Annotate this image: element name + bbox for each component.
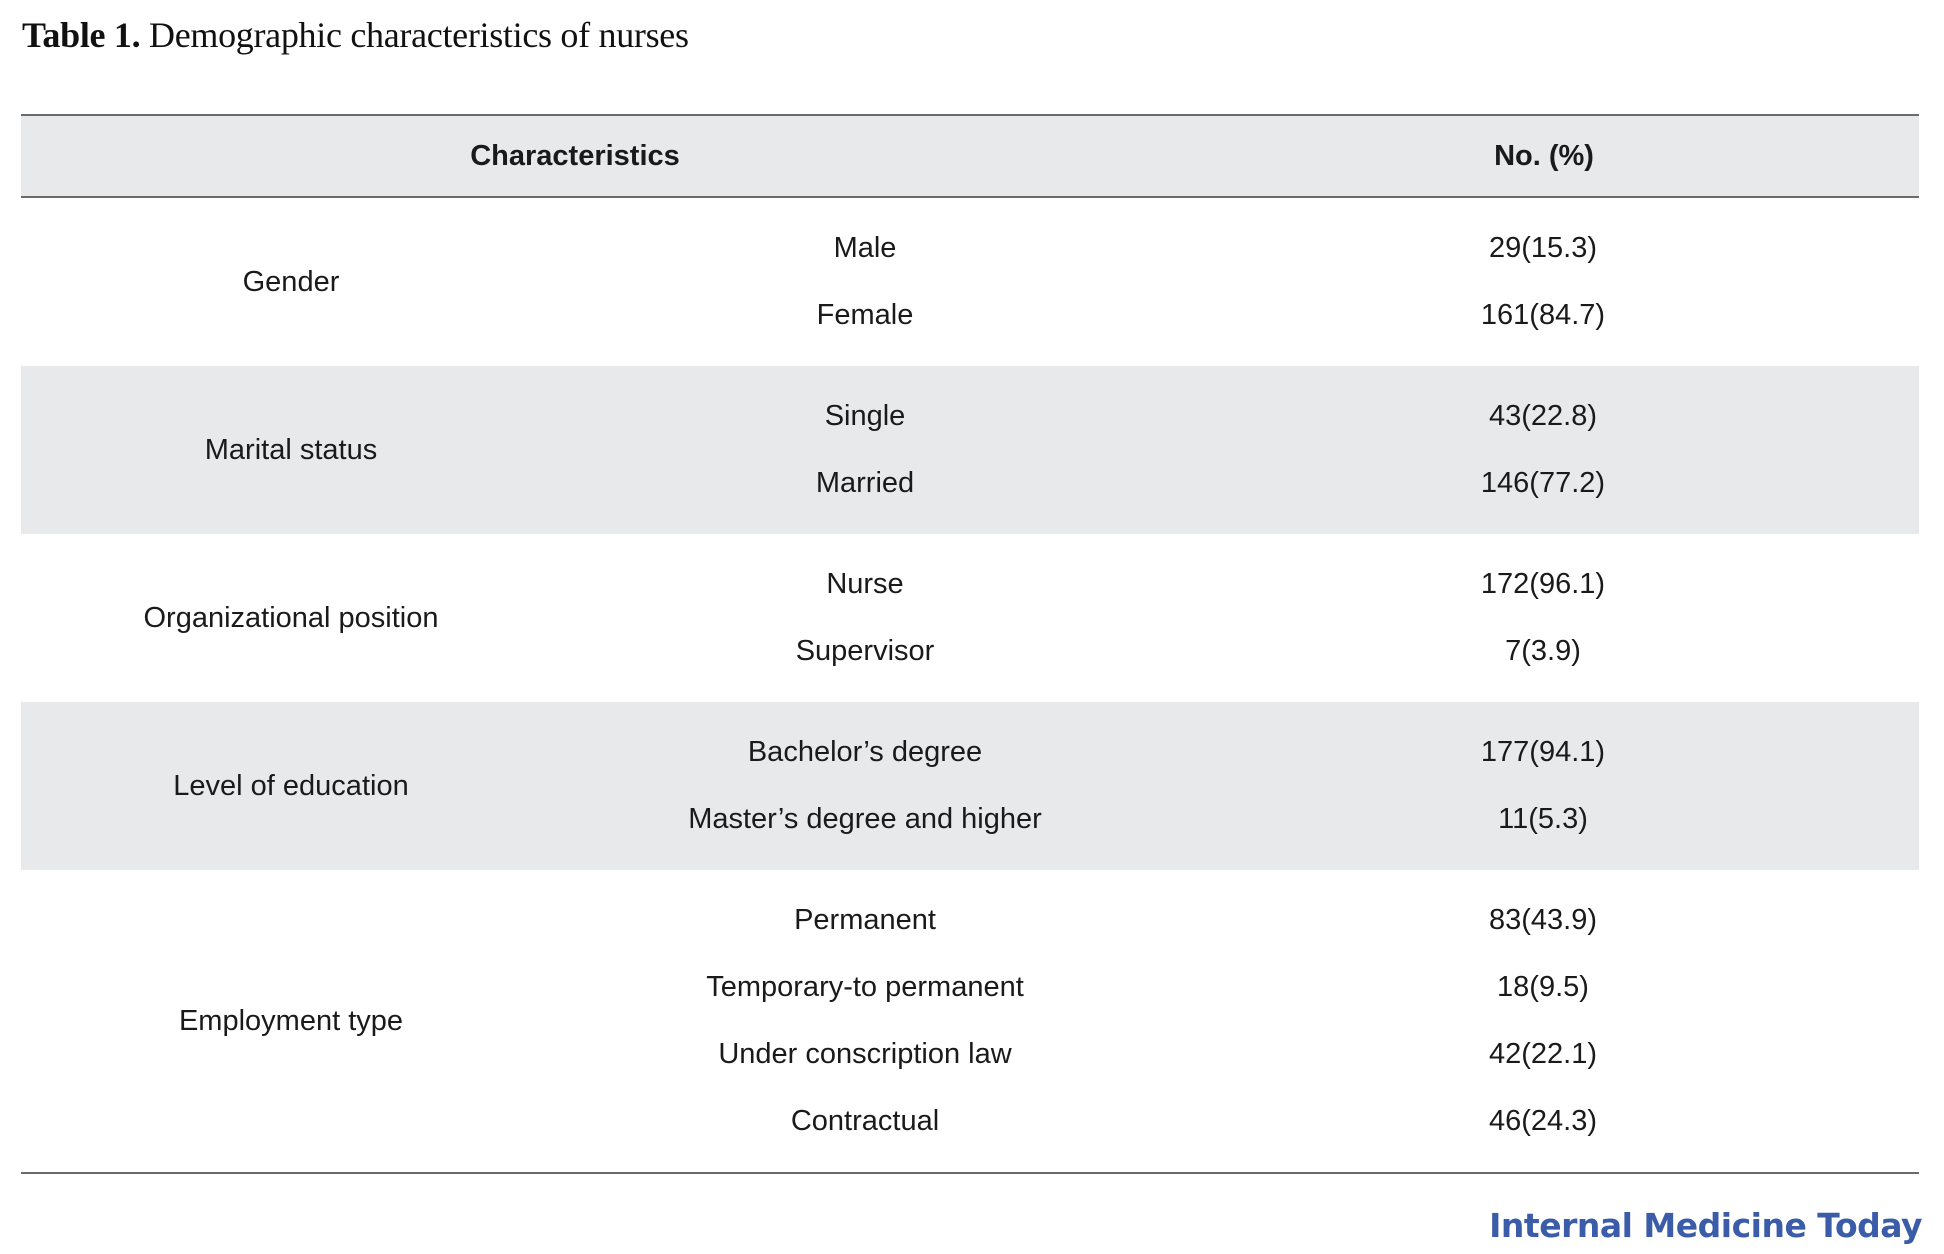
subcategory-label: Nurse [826, 568, 904, 600]
header-characteristics: Characteristics [470, 140, 680, 172]
category-label: Organizational position [143, 601, 439, 634]
table-row [21, 282, 1919, 349]
count-value: 83(43.9) [1488, 904, 1597, 936]
table-row [21, 1021, 1919, 1088]
count-value: 177(94.1) [1480, 736, 1606, 768]
count-value: 18(9.5) [1497, 971, 1589, 1003]
count-value: 43(22.8) [1488, 400, 1597, 432]
demographics-table [21, 114, 1919, 1174]
count-value: 146(77.2) [1480, 467, 1606, 499]
category-label: Level of education [173, 769, 409, 802]
subcategory-label: Female [816, 299, 914, 331]
header-count-percent: No. (%) [1494, 140, 1594, 172]
subcategory-label: Bachelor’s degree [747, 736, 983, 768]
table-caption [22, 14, 689, 56]
group-level-of-education [21, 702, 1919, 870]
table-row [21, 551, 1919, 618]
count-value: 11(5.3) [1498, 803, 1588, 835]
table-row [21, 786, 1919, 853]
group-employment-type [21, 870, 1919, 1172]
count-value: 161(84.7) [1480, 299, 1606, 331]
table-row [21, 719, 1919, 786]
group-organizational-position [21, 534, 1919, 702]
subcategory-label: Master’s degree and higher [688, 803, 1042, 835]
subcategory-label: Under conscription law [718, 1038, 1012, 1070]
table-row [21, 383, 1919, 450]
category-label: Employment type [178, 1004, 404, 1037]
subcategory-label: Contractual [790, 1105, 940, 1137]
subcategory-label: Permanent [794, 904, 936, 936]
subcategory-label: Temporary-to permanent [706, 971, 1024, 1003]
journal-brand-logo: Internal Medicine Today [1489, 1206, 1922, 1245]
table-header-row [21, 116, 1919, 196]
subcategory-label: Married [815, 467, 915, 499]
subcategory-label: Male [833, 232, 897, 264]
count-value: 42(22.1) [1488, 1038, 1597, 1070]
table-row [21, 215, 1919, 282]
category-label: Marital status [204, 433, 378, 466]
count-value: 46(24.3) [1488, 1105, 1597, 1137]
count-value: 7(3.9) [1505, 635, 1581, 667]
group-gender [21, 198, 1919, 366]
count-value: 172(96.1) [1480, 568, 1606, 600]
category-label: Gender [242, 265, 340, 298]
table-row [21, 887, 1919, 954]
table-row [21, 450, 1919, 517]
table-caption-label: Table 1. [22, 15, 141, 55]
table-bottom-rule [21, 1172, 1919, 1174]
subcategory-label: Single [824, 400, 906, 432]
table-caption-text: Demographic characteristics of nurses [149, 15, 689, 55]
subcategory-label: Supervisor [795, 635, 935, 667]
table-row [21, 618, 1919, 685]
table-row [21, 954, 1919, 1021]
table-row [21, 1088, 1919, 1155]
count-value: 29(15.3) [1488, 232, 1597, 264]
group-marital-status [21, 366, 1919, 534]
